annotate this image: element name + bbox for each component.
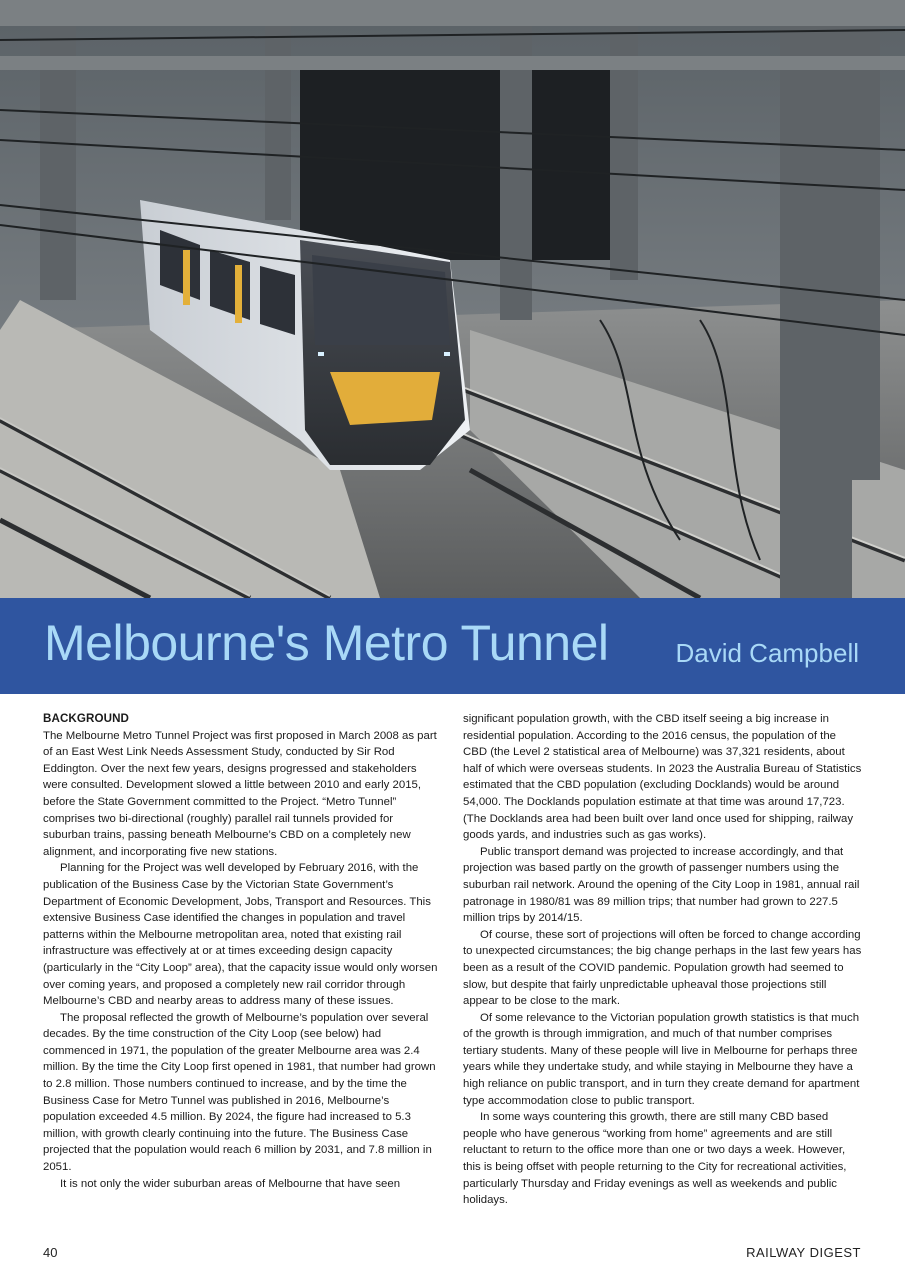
- article-title: Melbourne's Metro Tunnel: [44, 615, 609, 671]
- paragraph: Of course, these sort of projections will often be forced to change according to unexpected circumstances; the big change perhaps in the last few years has been as a result of the COVID pandemic. Population growth had seemed to slow, but despite that fairly unpredictable upheaval those projections still appear to be close to the mark.: [463, 928, 862, 1008]
- title-band: [0, 598, 905, 694]
- article-column-left: [43, 711, 443, 1192]
- paragraph: In some ways countering this growth, there are still many CBD based people who have generous “working from home” agreements and are still reluctant to return to the office more than one or two days a week. However, this is being offset with people returning to the City for recreational activities, particularly Thursday and Friday evenings as well as weekends and public holidays.: [463, 1111, 847, 1207]
- hero-photo: [0, 0, 905, 598]
- article-author: David Campbell: [675, 638, 859, 668]
- section-heading: BACKGROUND: [43, 712, 130, 725]
- article-column-right: [463, 711, 863, 1209]
- paragraph: Of some relevance to the Victorian population growth statistics is that much of the growth is through immigration, and much of that number comprises tertiary students. Many of these people will live in Melbourne for perhaps three years while they undertake study, and while staying in Melbourne they have a high reliance on public transport, and in turn they create demand for apartment type accommodation close to public transport.: [463, 1011, 860, 1107]
- paragraph: It is not only the wider suburban areas of Melbourne that have seen: [60, 1177, 401, 1190]
- paragraph: The Melbourne Metro Tunnel Project was first proposed in March 2008 as part of an East West Link Needs Assessment Study, conducted by Sir Rod Eddington. Over the next few years, designs progressed and stakeholders were consulted. Development slowed a little between 2010 and early 2015, before the State Government committed to the Project. “Metro Tunnel” comprises two bi-directional (roughly) parallel rail tunnels provided for suburban trains, passing beneath Melbourne’s CBD on a completely new alignment, and incorporating five new stations.: [43, 729, 437, 858]
- paragraph: The proposal reflected the growth of Melbourne’s population over several decades. By the time construction of the City Loop (see below) had commenced in 1971, the population of the greater Melbourne area was 2.4 million. By the time the City Loop first opened in 1981, that number had grown to 2.8 million. Those numbers continued to increase, and by the time the Business Case for Metro Tunnel was published in 2016, Melbourne’s population exceeded 4.5 million. By 2024, the figure had increased to 5.3 million, with growth clearly continuing into the future. The Business Case projected that the population would reach 6 million by 2031, and 7.8 million in 2051.: [43, 1011, 436, 1174]
- publication-name: RAILWAY DIGEST: [746, 1245, 861, 1260]
- paragraph: significant population growth, with the CBD itself seeing a big increase in residential population. According to the 2016 census, the population of the CBD (the Level 2 statistical area of Melbourne) was 37,321 residents, about half of which were overseas students. In 2023 the Australia Bureau of Statistics estimated that the CBD population (excluding Docklands) would be around 54,000. The Docklands population estimate at that time was around 17,723. (The Docklands area had been built over land once used for shipping, railway goods yards, and industries such as gas works).: [463, 713, 862, 842]
- paragraph: Planning for the Project was well developed by February 2016, with the publication of the Business Case by the Victorian State Government’s Department of Economic Development, Jobs, Transport and Resources. This extensive Business Case identified the changes in population and travel patterns within the Melbourne metropolitan area, noted that existing rail infrastructure was effectively at or at times exceeding design capacity (particularly in the “City Loop” area), that the capacity issue would only worsen over coming years, and proposed a completely new rail corridor through Melbourne’s CBD and nearby areas to address many of these issues.: [43, 862, 438, 1008]
- page-number: 40: [43, 1245, 58, 1260]
- train-illustration: [0, 0, 905, 598]
- paragraph: Public transport demand was projected to increase accordingly, and that projection was based partly on the growth of passenger numbers using the suburban rail network. Around the opening of the City Loop in 1981, annual rail patronage in 1980/81 was 89 million trips; that number had grown to 227.5 million trips by 2014/15.: [463, 845, 860, 925]
